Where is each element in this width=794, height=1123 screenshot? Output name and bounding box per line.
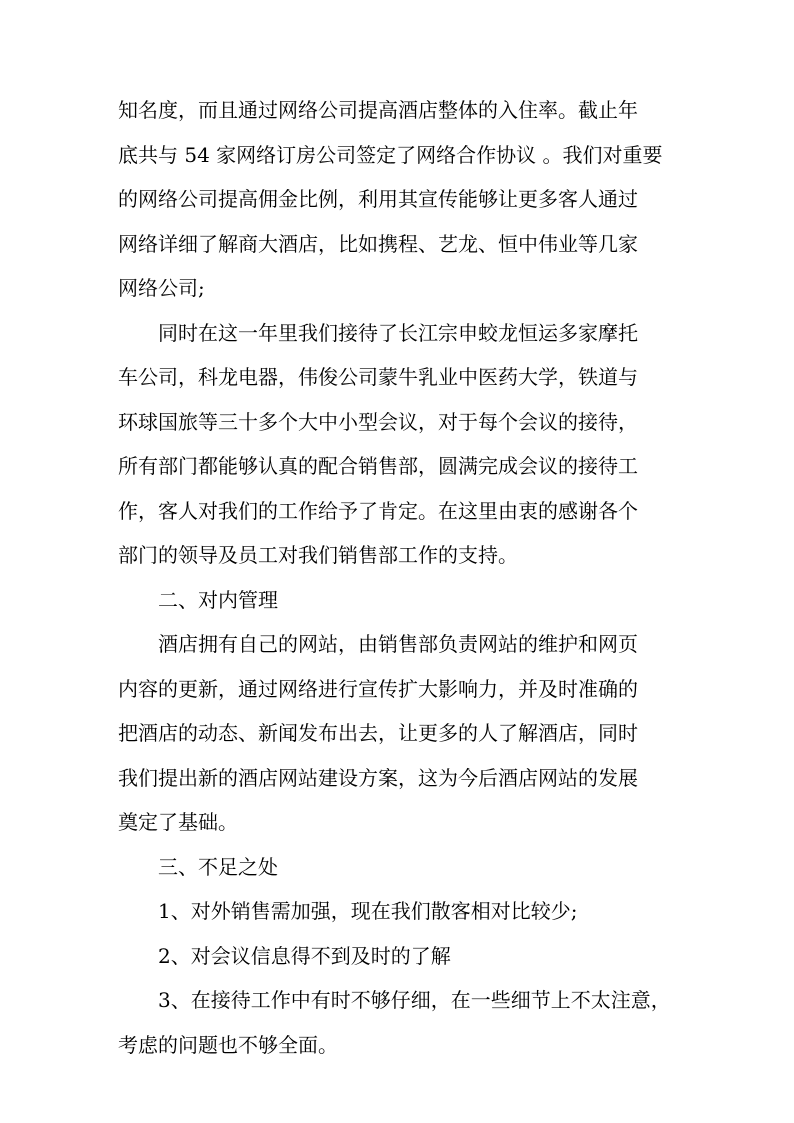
section-heading-internal-management: 二、对内管理 <box>158 587 278 612</box>
list-item-2: 2、对会议信息得不到及时的了解 <box>158 943 451 968</box>
text-line: 知名度，而且通过网络公司提高酒店整体的入住率。截止年 <box>118 98 638 122</box>
text-line: 我们提出新的酒店网站建设方案，这为今后酒店网站的发展 <box>118 765 638 790</box>
list-item-1: 1、对外销售需加强，现在我们散客相对比较少; <box>158 899 578 923</box>
text-line: 内容的更新，通过网络进行宣传扩大影响力，并及时准确的 <box>118 676 638 701</box>
paragraph-start-line: 酒店拥有自己的网站，由销售部负责网站的维护和网页 <box>158 632 638 656</box>
list-item-3: 3、在接待工作中有时不够仔细，在一些细节上不太注意， <box>158 988 671 1012</box>
text-line: 的网络公司提高佣金比例，利用其宣传能够让更多客人通过 <box>118 187 638 211</box>
text-line: 奠定了基础。 <box>118 810 238 834</box>
text-line: 作，客人对我们的工作给予了肯定。在这里由衷的感谢各个 <box>118 498 638 523</box>
text-line: 网络详细了解商大酒店，比如携程、艺龙、恒中伟业等几家 <box>118 231 638 256</box>
paragraph-start-line: 同时在这一年里我们接待了长江宗申蛟龙恒运多家摩托 <box>158 320 638 345</box>
text-line: 考虑的问题也不够全面。 <box>118 1032 338 1057</box>
document-body <box>118 88 690 1067</box>
text-line: 网络公司; <box>118 276 205 300</box>
text-line: 把酒店的动态、新闻发布出去，让更多的人了解酒店，同时 <box>118 721 638 745</box>
text-line: 部门的领导及员工对我们销售部工作的支持。 <box>118 543 518 567</box>
section-heading-shortcomings: 三、不足之处 <box>158 854 278 879</box>
text-line: 车公司，科龙电器，伟俊公司蒙牛乳业中医药大学，铁道与 <box>118 365 638 389</box>
text-line: 所有部门都能够认真的配合销售部，圆满完成会议的接待工 <box>118 454 638 478</box>
text-line: 环球国旅等三十多个大中小型会议，对于每个会议的接待， <box>118 409 638 434</box>
text-line: 底共与 54 家网络订房公司签定了网络合作协议 。我们对重要 <box>118 142 663 167</box>
